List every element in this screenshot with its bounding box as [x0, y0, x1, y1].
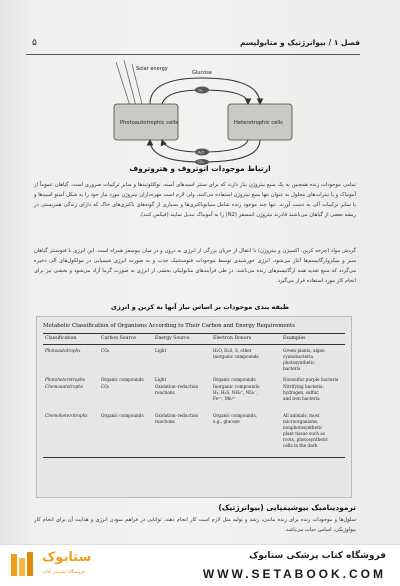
col-header-carbon: Carbon Source	[101, 336, 136, 341]
h2o-label: H₂O	[197, 150, 205, 155]
table-bottom-rule	[43, 457, 345, 458]
table-cell: H₂O, H₂S, S, other	[213, 348, 252, 353]
table-cell: roots, photosynthetic	[283, 437, 329, 442]
table-cell: Green plants, algae,	[283, 348, 326, 353]
solar-energy-label: Solar energy	[136, 66, 168, 72]
table-title: Metabolic Classification of Organisms According to Their Carbon and Energy Requirements	[43, 323, 295, 329]
table-cell: nonphotosynthetic	[283, 425, 323, 430]
table-cell: Organic compounds	[101, 413, 144, 418]
table-cell: Organic compounds	[101, 377, 144, 382]
table-cell: and iron bacteria	[283, 396, 320, 401]
table-cell: CO₂	[101, 348, 110, 353]
table-cell: Photoheterotrophs	[45, 377, 85, 382]
table-cell: plant tissue such as	[283, 431, 325, 436]
page-number: ۵	[32, 38, 37, 48]
header-rule	[26, 54, 360, 55]
table-cell: microorganisms,	[283, 419, 319, 424]
paragraph-bioenergetics: سلول‌ها و موجودات زنده برای زنده ماندن، رشد و تولید مثل لازم است کار انجام دهند. توانایی در فراهم نمودن انرژی و هدایت آن برای انجام کار بیولوژیکی، اساس حیات می‌باشد.	[34, 517, 356, 533]
table-header-rule	[43, 344, 345, 345]
table-cell: Photoautotrophs	[45, 348, 81, 353]
table-cell: cyanobacteria,	[283, 354, 315, 359]
book-stack-icon	[8, 550, 38, 580]
table-cell: Fe²⁺, Mn²⁺	[213, 396, 236, 401]
col-header-examples: Examples	[283, 336, 306, 341]
col-header-donors: Electron Donors	[213, 336, 252, 341]
metabolic-classification-table	[36, 316, 352, 498]
table-caption: طبقه بندی موجودات بر اساس نیاز آنها به کربن و انرژی	[111, 303, 289, 311]
table-cell: Oxidation–reduction reactions	[155, 413, 199, 424]
table-cell: e.g., glucose	[213, 419, 240, 424]
table-cell: Organic compounds	[213, 377, 256, 382]
logo-subtitle: فروشگاه اینترنتی کتاب	[42, 570, 85, 575]
table-cell: All animals, most	[283, 413, 320, 418]
store-url-link[interactable]: WWW.SETABOOK.COM	[202, 567, 386, 581]
table-cell: Chemoheterotrophs	[45, 413, 88, 418]
chapter-title: فصل ۱ / بیوانرژتیک و متابولیسم	[240, 38, 360, 47]
table-cell: Light	[155, 348, 167, 353]
store-name: فروشگاه کتاب پزشکی ستابوک	[249, 551, 386, 561]
table-cell: Nonsulfur purple bacteria	[283, 377, 339, 382]
col-header-energy: Energy Source	[155, 336, 190, 341]
table-cell: bacteria	[283, 366, 301, 371]
table-cell: photosynthetic	[283, 360, 315, 365]
paragraph-nitrogen: تمامی موجودات زنده همچنین به یک منبع نیتروژن نیاز دارند که برای سنتز اسیدهای آمینه، نوکلئوتیدها و سایر ترکیبات ضروری است. گیاهان عموماً از آمونیاک و یا نیترات‌های محلول به عنوان تنها منبع نیتروژن استفاده می‌کنند، ولی لازم است مهره‌داران نیتروژن مورد نیاز خود را به شکل آمینو اسیدها و یا سایر ترکیبات آلی به دست آورند. تنها چند موجود زنده شامل سیانوباکتری‌ها و بسیاری از گونه‌های باکتری‌های خاک که دارای زندگی همزیستی در ریشه بعضی از گیاهان می‌باشند قادرند نیتروژن اتمسفر (N2) را به آمونیاک تبدیل نمایند (فیکس کنند).	[34, 182, 356, 218]
heterotrophic-label: Heterotrophic cells	[234, 120, 283, 126]
table-cell: Light	[155, 377, 167, 382]
col-header-classification: Classification	[45, 336, 77, 341]
photoautotrophic-label: Photoautotrophic cells	[120, 120, 178, 126]
table-cell: inorganic compounds	[213, 354, 259, 359]
table-cell: hydrogen, sulfur,	[283, 390, 320, 395]
table-cell: CO₂	[101, 384, 110, 389]
paragraph-cycles: گردش مواد (چرخه کربن، اکسیژن و نیتروژن) با انتقال از جریان بزرگی از انرژی به درون و در میان بیوسفر همراه است. این انرژی با فتوسنتز گیاهان سبز و میکروارگانیسم‌ها آغاز می‌شود. انرژی خورشیدی توسط موجودات فتوسنتتیک جذب و به صورت انرژی شیمیایی در مولکول‌های آلی ذخیره می‌گردد که منبع تغذیه همه ارگانیسم‌های زنده می‌باشد. در طی فرآیندهای متابولیکی بخشی از انرژی به صورت گرما آزاد می‌شود و بخشی نیز برای انجام کار مورد استفاده قرار می‌گیرد.	[34, 248, 356, 284]
table-cell: Inorganic compounds:	[213, 384, 261, 389]
store-banner[interactable]	[0, 544, 400, 586]
autotroph-heterotroph-diagram	[110, 58, 300, 165]
setabook-logo[interactable]	[8, 548, 92, 582]
table-cell: H₂, H₂S, NH₄⁺, NO₂⁻,	[213, 390, 258, 395]
figure-caption: ارتباط موجودات اتوتروف و هتروتروف	[129, 164, 271, 173]
table-top-rule	[43, 333, 345, 334]
table-cell: Oxidation–reduction reactions	[155, 384, 199, 395]
table-cell: cells in the dark	[283, 443, 318, 448]
o2-label: O₂	[198, 88, 203, 93]
page-header	[26, 26, 360, 48]
table-cell: Organic compounds,	[213, 413, 257, 418]
table-cell: Nitrifying bacteria;	[283, 384, 324, 389]
co2-label: CO₂	[197, 160, 204, 165]
logo-wordmark: ستابوک	[42, 550, 92, 565]
table-cell: Chemoautotrophs	[45, 384, 84, 389]
glucose-label: Glucose	[192, 70, 212, 76]
section-title: ترمودینامیک بیوشیمیایی (بیوانرژتیک)	[218, 503, 356, 512]
